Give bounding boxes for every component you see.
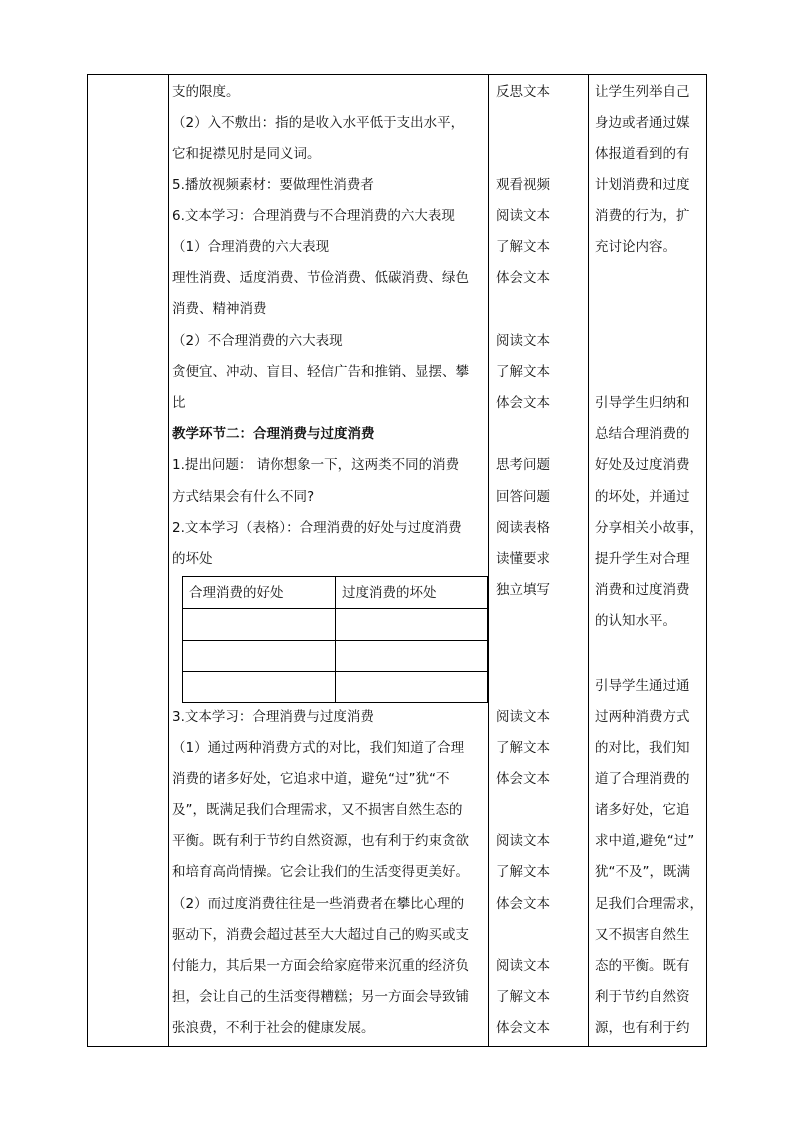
content-line: 贪便宜、冲动、盲目、轻信广告和推销、显摆、攀 [172,364,469,380]
content-line: 支的限度。 [172,84,240,100]
content-line: 1.提出问题： 请你想象一下，这两类不同的消费 [172,457,460,473]
content-line: 6.文本学习：合理消费与不合理消费的六大表现 [172,208,455,224]
content-line: 担，会让自己的生活变得糟糕；另一方面会导致铺 [172,989,469,1005]
activity-line: 体会文本 [496,896,550,912]
intent-line: 引导学生归纳和 [595,395,690,411]
intent-line: 又不损害自然生 [595,927,690,943]
intent-line: 诸多好处，它追 [595,802,690,818]
intent-line: 计划消费和过度 [595,177,690,193]
activity-line: 体会文本 [496,395,550,411]
intent-line: 足我们合理需求， [595,896,703,912]
intent-line: 身边或者通过媒 [595,115,690,131]
content-line: 平衡。既有利于节约自然资源，也有利于约束贪欲 [172,833,469,849]
intent-line: 道了合理消费的 [595,771,690,787]
benefit-harm-table [182,576,488,703]
intent-line: 引导学生通过通 [595,678,690,694]
activity-line: 思考问题 [496,457,550,473]
content-line: （2）不合理消费的六大表现 [172,333,343,349]
intent-line: 消费的行为，扩 [595,208,690,224]
inner-table-header: 过度消费的坏处 [342,585,437,601]
intent-line: 体报道看到的有 [595,146,690,162]
activity-line: 观看视频 [496,177,550,193]
content-line: 驱动下，消费会超过甚至大大超过自己的购买或支 [172,927,469,943]
intent-line: 犹“不及”，既满 [595,864,690,880]
intent-line: 好处及过度消费 [595,457,690,473]
content-line: （2）入不敷出：指的是收入水平低于支出水平， [172,115,465,131]
intent-line: 态的平衡。既有 [595,958,690,974]
activity-line: 回答问题 [496,489,550,505]
content-line: （2）而过度消费往往是一些消费者在攀比心理的 [172,896,465,912]
activity-line: 阅读表格 [496,520,550,536]
activity-line: 阅读文本 [496,333,550,349]
content-line: （1）通过两种消费方式的对比，我们知道了合理 [172,740,465,756]
content-line: 和培育高尚情操。它会让我们的生活变得更美好。 [172,864,469,880]
inner-table-row [183,671,487,672]
inner-table-header: 合理消费的好处 [189,585,284,601]
intent-line: 的对比，我们知 [595,740,690,756]
activity-line: 了解文本 [496,364,550,380]
column-divider [488,75,489,1046]
intent-line: 的坏处，并通过 [595,489,690,505]
section-heading: 教学环节二：合理消费与过度消费 [172,426,375,442]
activity-line: 读懂要求 [496,551,550,567]
intent-line: 让学生列举自己 [595,84,690,100]
activity-line: 了解文本 [496,989,550,1005]
intent-line: 的认知水平。 [595,613,676,629]
intent-line: 利于节约自然资 [595,989,690,1005]
content-line: 付能力，其后果一方面会给家庭带来沉重的经济负 [172,958,469,974]
intent-line: 提升学生对合理 [595,551,690,567]
content-line: 它和捉襟见肘是同义词。 [172,146,321,162]
activity-line: 反思文本 [496,84,550,100]
content-line: 消费、精神消费 [172,301,267,317]
content-line: 理性消费、适度消费、节俭消费、低碳消费、绿色 [172,270,469,286]
activity-line: 了解文本 [496,740,550,756]
activity-line: 了解文本 [496,239,550,255]
activity-line: 阅读文本 [496,833,550,849]
activity-line: 阅读文本 [496,958,550,974]
intent-line: 总结合理消费的 [595,426,690,442]
content-line: 的坏处 [172,551,213,567]
content-line: 张浪费，不利于社会的健康发展。 [172,1020,375,1036]
activity-line: 体会文本 [496,771,550,787]
activity-line: 阅读文本 [496,709,550,725]
activity-line: 体会文本 [496,1020,550,1036]
content-line: 方式结果会有什么不同? [172,489,315,505]
content-line: 消费的诸多好处，它追求中道，避免“过”犹“不 [172,771,450,787]
intent-line: 源，也有利于约 [595,1020,690,1036]
content-line: （1）合理消费的六大表现 [172,239,330,255]
activity-line: 体会文本 [496,270,550,286]
intent-line: 分享相关小故事， [595,520,703,536]
intent-line: 消费和过度消费 [595,582,690,598]
intent-line: 过两种消费方式 [595,709,690,725]
inner-table-row [183,640,487,641]
intent-line: 充讨论内容。 [595,239,676,255]
content-line: 2.文本学习（表格）：合理消费的好处与过度消费 [172,520,462,536]
content-line: 比 [172,395,186,411]
activity-line: 阅读文本 [496,208,550,224]
content-line: 及”，既满足我们合理需求，又不损害自然生态的 [172,802,463,818]
content-line: 5.播放视频素材：要做理性消费者 [172,177,374,193]
intent-line: 求中道,避免“过” [595,833,695,849]
activity-line: 了解文本 [496,864,550,880]
column-divider [168,75,169,1046]
activity-line: 独立填写 [496,582,550,598]
column-divider [588,75,589,1046]
content-line: 3.文本学习：合理消费与过度消费 [172,709,374,725]
inner-table-row [183,608,487,609]
